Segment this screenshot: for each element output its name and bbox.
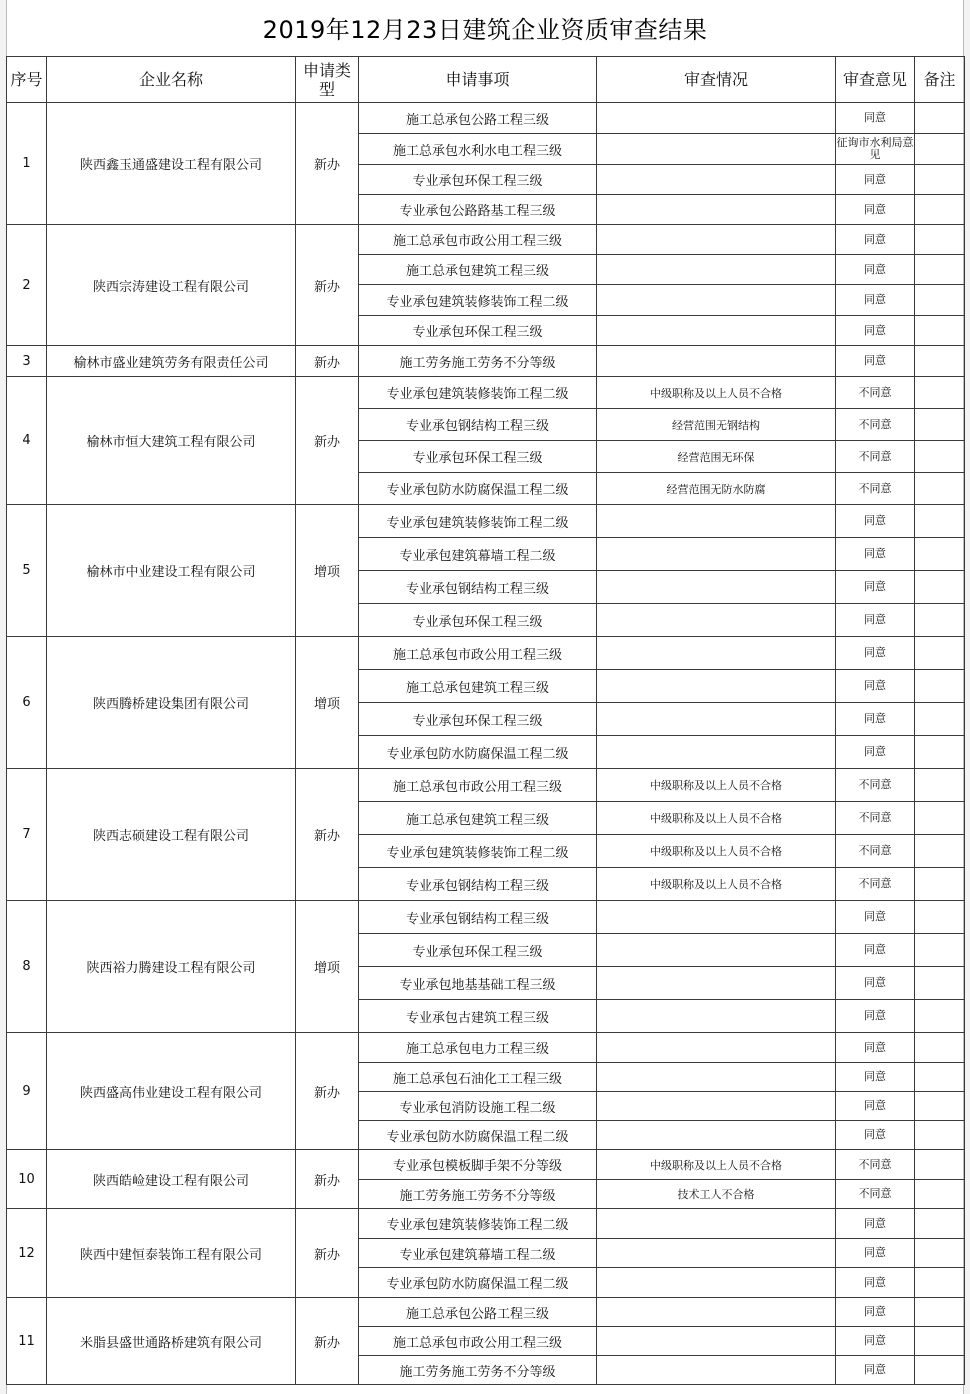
review-situation-cell: 经营范围无防水防腐 bbox=[597, 473, 836, 505]
company-name-cell: 陕西腾桥建设集团有限公司 bbox=[47, 637, 296, 769]
application-item-cell: 专业承包古建筑工程三级 bbox=[359, 1000, 597, 1033]
review-situation-cell bbox=[597, 1092, 836, 1121]
review-situation-cell: 中级职称及以上人员不合格 bbox=[597, 377, 836, 409]
application-item-cell: 施工总承包市政公用工程三级 bbox=[359, 225, 597, 255]
table-row bbox=[7, 346, 965, 377]
review-situation-cell bbox=[597, 165, 836, 195]
review-opinion-cell: 不同意 bbox=[836, 1180, 915, 1209]
page-title: 2019年12月23日建筑企业资质审查结果 bbox=[262, 16, 708, 44]
seq-cell: 1 bbox=[7, 103, 47, 225]
review-opinion-cell: 同意 bbox=[836, 165, 915, 195]
application-type-cell: 增项 bbox=[296, 505, 359, 637]
application-type-cell: 新办 bbox=[296, 1150, 359, 1209]
review-opinion-cell: 同意 bbox=[836, 934, 915, 967]
review-situation-cell bbox=[597, 316, 836, 346]
review-opinion-cell: 同意 bbox=[836, 637, 915, 670]
review-situation-cell bbox=[597, 1268, 836, 1298]
review-opinion-cell: 同意 bbox=[836, 505, 915, 538]
note-cell bbox=[915, 505, 965, 538]
review-situation-cell bbox=[597, 195, 836, 225]
table-row bbox=[7, 901, 965, 934]
note-cell bbox=[915, 285, 965, 316]
note-cell bbox=[915, 1298, 965, 1327]
review-situation-cell bbox=[597, 1209, 836, 1239]
review-opinion-cell: 不同意 bbox=[836, 473, 915, 505]
table-body bbox=[7, 103, 965, 1385]
review-opinion-cell: 同意 bbox=[836, 1239, 915, 1268]
review-situation-cell: 经营范围无钢结构 bbox=[597, 409, 836, 441]
review-opinion-cell: 同意 bbox=[836, 195, 915, 225]
review-situation-cell: 中级职称及以上人员不合格 bbox=[597, 835, 836, 868]
note-cell bbox=[915, 165, 965, 195]
header-item: 申请事项 bbox=[359, 57, 597, 103]
review-opinion-cell: 不同意 bbox=[836, 835, 915, 868]
review-situation-cell bbox=[597, 1298, 836, 1327]
header-situation: 审查情况 bbox=[597, 57, 836, 103]
application-type-cell: 增项 bbox=[296, 901, 359, 1033]
application-item-cell: 专业承包环保工程三级 bbox=[359, 316, 597, 346]
application-item-cell: 施工总承包市政公用工程三级 bbox=[359, 769, 597, 802]
review-situation-cell: 中级职称及以上人员不合格 bbox=[597, 868, 836, 901]
application-item-cell: 专业承包环保工程三级 bbox=[359, 604, 597, 637]
note-cell bbox=[915, 225, 965, 255]
seq-cell: 7 bbox=[7, 769, 47, 901]
application-item-cell: 施工劳务施工劳务不分等级 bbox=[359, 1356, 597, 1385]
note-cell bbox=[915, 441, 965, 473]
application-item-cell: 专业承包防水防腐保温工程二级 bbox=[359, 473, 597, 505]
application-item-cell: 专业承包环保工程三级 bbox=[359, 441, 597, 473]
note-cell bbox=[915, 736, 965, 769]
review-situation-cell bbox=[597, 285, 836, 316]
note-cell bbox=[915, 1000, 965, 1033]
company-name-cell: 陕西裕力腾建设工程有限公司 bbox=[47, 901, 296, 1033]
review-situation-cell bbox=[597, 670, 836, 703]
review-situation-cell bbox=[597, 1000, 836, 1033]
review-opinion-cell: 同意 bbox=[836, 1000, 915, 1033]
application-item-cell: 专业承包钢结构工程三级 bbox=[359, 901, 597, 934]
company-name-cell: 榆林市恒大建筑工程有限公司 bbox=[47, 377, 296, 505]
company-name-cell: 陕西盛高伟业建设工程有限公司 bbox=[47, 1033, 296, 1150]
note-cell bbox=[915, 1121, 965, 1150]
header-row bbox=[7, 57, 965, 103]
table-row bbox=[7, 377, 965, 409]
company-name-cell: 陕西志硕建设工程有限公司 bbox=[47, 769, 296, 901]
review-opinion-cell: 同意 bbox=[836, 1327, 915, 1356]
seq-cell: 11 bbox=[7, 1298, 47, 1385]
review-situation-cell: 中级职称及以上人员不合格 bbox=[597, 769, 836, 802]
review-situation-cell bbox=[597, 1356, 836, 1385]
note-cell bbox=[915, 1268, 965, 1298]
review-situation-cell bbox=[597, 1239, 836, 1268]
review-opinion-cell: 同意 bbox=[836, 285, 915, 316]
application-item-cell: 专业承包环保工程三级 bbox=[359, 703, 597, 736]
note-cell bbox=[915, 703, 965, 736]
application-item-cell: 专业承包建筑装修装饰工程二级 bbox=[359, 505, 597, 538]
review-opinion-cell: 同意 bbox=[836, 604, 915, 637]
review-opinion-cell: 同意 bbox=[836, 703, 915, 736]
note-cell bbox=[915, 868, 965, 901]
note-cell bbox=[915, 409, 965, 441]
application-item-cell: 专业承包钢结构工程三级 bbox=[359, 409, 597, 441]
note-cell bbox=[915, 637, 965, 670]
application-item-cell: 专业承包防水防腐保温工程二级 bbox=[359, 736, 597, 769]
note-cell bbox=[915, 346, 965, 377]
note-cell bbox=[915, 1180, 965, 1209]
application-type-cell: 新办 bbox=[296, 1209, 359, 1298]
note-cell bbox=[915, 604, 965, 637]
application-item-cell: 施工劳务施工劳务不分等级 bbox=[359, 1180, 597, 1209]
note-cell bbox=[915, 934, 965, 967]
note-cell bbox=[915, 802, 965, 835]
application-item-cell: 专业承包防水防腐保温工程二级 bbox=[359, 1121, 597, 1150]
review-opinion-cell: 不同意 bbox=[836, 441, 915, 473]
review-situation-cell bbox=[597, 703, 836, 736]
review-opinion-cell: 征询市水利局意见 bbox=[836, 134, 915, 165]
results-table bbox=[6, 56, 965, 1385]
table-row bbox=[7, 103, 965, 134]
review-opinion-cell: 不同意 bbox=[836, 868, 915, 901]
note-cell bbox=[915, 769, 965, 802]
application-item-cell: 施工总承包建筑工程三级 bbox=[359, 802, 597, 835]
application-item-cell: 专业承包建筑幕墙工程二级 bbox=[359, 1239, 597, 1268]
note-cell bbox=[915, 1092, 965, 1121]
review-opinion-cell: 不同意 bbox=[836, 377, 915, 409]
note-cell bbox=[915, 1209, 965, 1239]
review-situation-cell bbox=[597, 604, 836, 637]
review-opinion-cell: 同意 bbox=[836, 1121, 915, 1150]
application-item-cell: 施工总承包建筑工程三级 bbox=[359, 670, 597, 703]
review-situation-cell bbox=[597, 901, 836, 934]
seq-cell: 8 bbox=[7, 901, 47, 1033]
note-cell bbox=[915, 473, 965, 505]
application-item-cell: 专业承包钢结构工程三级 bbox=[359, 868, 597, 901]
review-opinion-cell: 同意 bbox=[836, 967, 915, 1000]
table-row bbox=[7, 505, 965, 538]
seq-cell: 9 bbox=[7, 1033, 47, 1150]
note-cell bbox=[915, 1356, 965, 1385]
review-opinion-cell: 同意 bbox=[836, 103, 915, 134]
review-opinion-cell: 同意 bbox=[836, 736, 915, 769]
review-situation-cell: 经营范围无环保 bbox=[597, 441, 836, 473]
note-cell bbox=[915, 316, 965, 346]
review-opinion-cell: 同意 bbox=[836, 1092, 915, 1121]
note-cell bbox=[915, 255, 965, 285]
review-situation-cell bbox=[597, 103, 836, 134]
application-item-cell: 施工总承包市政公用工程三级 bbox=[359, 637, 597, 670]
table-row bbox=[7, 225, 965, 255]
review-situation-cell bbox=[597, 571, 836, 604]
review-opinion-cell: 同意 bbox=[836, 316, 915, 346]
table-row bbox=[7, 1033, 965, 1063]
application-item-cell: 施工总承包水利水电工程三级 bbox=[359, 134, 597, 165]
review-situation-cell bbox=[597, 934, 836, 967]
review-opinion-cell: 同意 bbox=[836, 1033, 915, 1063]
review-situation-cell bbox=[597, 134, 836, 165]
table-row bbox=[7, 1298, 965, 1327]
review-opinion-cell: 同意 bbox=[836, 901, 915, 934]
review-situation-cell: 中级职称及以上人员不合格 bbox=[597, 1150, 836, 1180]
application-item-cell: 施工总承包建筑工程三级 bbox=[359, 255, 597, 285]
review-opinion-cell: 同意 bbox=[836, 670, 915, 703]
application-item-cell: 专业承包防水防腐保温工程二级 bbox=[359, 1268, 597, 1298]
header-opinion: 审查意见 bbox=[836, 57, 915, 103]
note-cell bbox=[915, 1327, 965, 1356]
application-item-cell: 专业承包建筑装修装饰工程二级 bbox=[359, 1209, 597, 1239]
header-company: 企业名称 bbox=[47, 57, 296, 103]
application-item-cell: 专业承包建筑装修装饰工程二级 bbox=[359, 377, 597, 409]
company-name-cell: 陕西宗涛建设工程有限公司 bbox=[47, 225, 296, 346]
application-item-cell: 专业承包建筑幕墙工程二级 bbox=[359, 538, 597, 571]
application-type-cell: 新办 bbox=[296, 1298, 359, 1385]
company-name-cell: 米脂县盛世通路桥建筑有限公司 bbox=[47, 1298, 296, 1385]
note-cell bbox=[915, 901, 965, 934]
review-opinion-cell: 同意 bbox=[836, 1356, 915, 1385]
application-item-cell: 施工总承包石油化工工程三级 bbox=[359, 1063, 597, 1092]
application-type-cell: 新办 bbox=[296, 769, 359, 901]
review-opinion-cell: 同意 bbox=[836, 1063, 915, 1092]
review-opinion-cell: 同意 bbox=[836, 1298, 915, 1327]
application-item-cell: 专业承包建筑装修装饰工程二级 bbox=[359, 285, 597, 316]
note-cell bbox=[915, 134, 965, 165]
application-item-cell: 施工总承包公路工程三级 bbox=[359, 103, 597, 134]
review-opinion-cell: 同意 bbox=[836, 571, 915, 604]
review-situation-cell bbox=[597, 1327, 836, 1356]
application-type-cell: 新办 bbox=[296, 225, 359, 346]
review-situation-cell bbox=[597, 346, 836, 377]
review-situation-cell bbox=[597, 505, 836, 538]
review-situation-cell bbox=[597, 225, 836, 255]
review-situation-cell: 技术工人不合格 bbox=[597, 1180, 836, 1209]
table-row bbox=[7, 769, 965, 802]
note-cell bbox=[915, 103, 965, 134]
application-item-cell: 专业承包公路路基工程三级 bbox=[359, 195, 597, 225]
review-opinion-cell: 不同意 bbox=[836, 802, 915, 835]
note-cell bbox=[915, 538, 965, 571]
review-situation-cell bbox=[597, 1033, 836, 1063]
review-opinion-cell: 不同意 bbox=[836, 1150, 915, 1180]
application-type-cell: 新办 bbox=[296, 346, 359, 377]
review-situation-cell bbox=[597, 1121, 836, 1150]
note-cell bbox=[915, 670, 965, 703]
table-row bbox=[7, 1209, 965, 1239]
application-item-cell: 专业承包建筑装修装饰工程二级 bbox=[359, 835, 597, 868]
note-cell bbox=[915, 1150, 965, 1180]
application-item-cell: 施工总承包电力工程三级 bbox=[359, 1033, 597, 1063]
note-cell bbox=[915, 1063, 965, 1092]
company-name-cell: 陕西皓崄建设工程有限公司 bbox=[47, 1150, 296, 1209]
application-item-cell: 专业承包环保工程三级 bbox=[359, 165, 597, 195]
review-situation-cell bbox=[597, 637, 836, 670]
company-name-cell: 陕西鑫玉通盛建设工程有限公司 bbox=[47, 103, 296, 225]
application-item-cell: 施工总承包市政公用工程三级 bbox=[359, 1327, 597, 1356]
application-item-cell: 施工劳务施工劳务不分等级 bbox=[359, 346, 597, 377]
seq-cell: 2 bbox=[7, 225, 47, 346]
company-name-cell: 榆林市中业建设工程有限公司 bbox=[47, 505, 296, 637]
seq-cell: 12 bbox=[7, 1209, 47, 1298]
seq-cell: 10 bbox=[7, 1150, 47, 1209]
review-situation-cell bbox=[597, 967, 836, 1000]
review-opinion-cell: 同意 bbox=[836, 1209, 915, 1239]
application-item-cell: 专业承包消防设施工程二级 bbox=[359, 1092, 597, 1121]
note-cell bbox=[915, 195, 965, 225]
seq-cell: 5 bbox=[7, 505, 47, 637]
header-seq: 序号 bbox=[7, 57, 47, 103]
company-name-cell: 榆林市盛业建筑劳务有限责任公司 bbox=[47, 346, 296, 377]
review-opinion-cell: 同意 bbox=[836, 1268, 915, 1298]
review-opinion-cell: 同意 bbox=[836, 346, 915, 377]
application-type-cell: 增项 bbox=[296, 637, 359, 769]
table-row bbox=[7, 637, 965, 670]
note-cell bbox=[915, 1033, 965, 1063]
application-type-cell: 新办 bbox=[296, 377, 359, 505]
seq-cell: 3 bbox=[7, 346, 47, 377]
review-situation-cell: 中级职称及以上人员不合格 bbox=[597, 802, 836, 835]
seq-cell: 6 bbox=[7, 637, 47, 769]
application-item-cell: 专业承包环保工程三级 bbox=[359, 934, 597, 967]
note-cell bbox=[915, 835, 965, 868]
review-opinion-cell: 不同意 bbox=[836, 769, 915, 802]
note-cell bbox=[915, 377, 965, 409]
note-cell bbox=[915, 571, 965, 604]
company-name-cell: 陕西中建恒泰装饰工程有限公司 bbox=[47, 1209, 296, 1298]
header-type: 申请类型 bbox=[296, 57, 359, 103]
application-item-cell: 施工总承包公路工程三级 bbox=[359, 1298, 597, 1327]
review-situation-cell bbox=[597, 1063, 836, 1092]
seq-cell: 4 bbox=[7, 377, 47, 505]
review-opinion-cell: 不同意 bbox=[836, 409, 915, 441]
review-opinion-cell: 同意 bbox=[836, 538, 915, 571]
note-cell bbox=[915, 967, 965, 1000]
review-situation-cell bbox=[597, 538, 836, 571]
review-opinion-cell: 同意 bbox=[836, 255, 915, 285]
header-note: 备注 bbox=[915, 57, 965, 103]
application-item-cell: 专业承包模板脚手架不分等级 bbox=[359, 1150, 597, 1180]
review-opinion-cell: 同意 bbox=[836, 225, 915, 255]
application-item-cell: 专业承包钢结构工程三级 bbox=[359, 571, 597, 604]
table-row bbox=[7, 1150, 965, 1180]
note-cell bbox=[915, 1239, 965, 1268]
application-type-cell: 新办 bbox=[296, 1033, 359, 1150]
review-situation-cell bbox=[597, 255, 836, 285]
application-type-cell: 新办 bbox=[296, 103, 359, 225]
review-situation-cell bbox=[597, 736, 836, 769]
application-item-cell: 专业承包地基基础工程三级 bbox=[359, 967, 597, 1000]
